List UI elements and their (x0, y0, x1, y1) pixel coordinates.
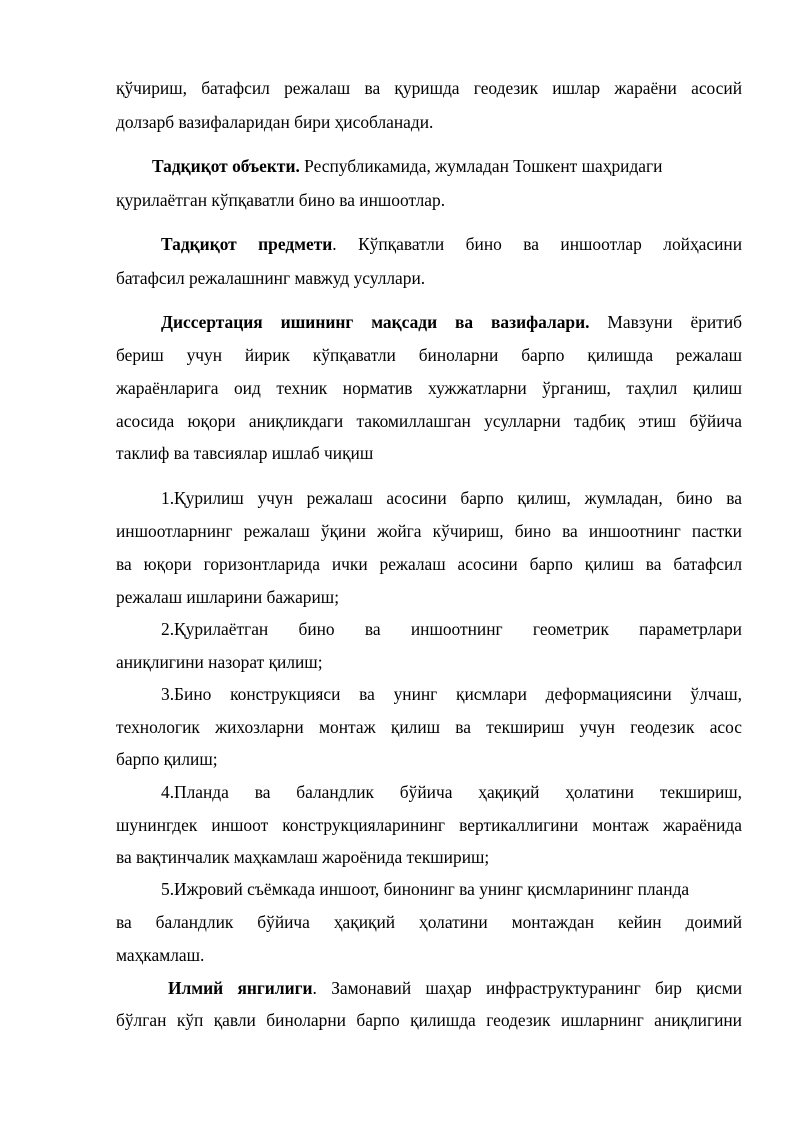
paragraph-research-subject (161, 232, 742, 256)
text-line: бўлган кўп қавли биноларни барпо қилишда геодезик ишларнинг аниқлигини (116, 1010, 742, 1030)
text-run: Республикамида, жумладан Тошкент шаҳридаги (299, 156, 663, 176)
text-run: . Замонавий шаҳар инфраструктуранинг бир қисми (312, 978, 742, 998)
list-item-3: 3.Бино конструкцияси ва унинг қисмлари деформациясини ўлчаш, (161, 684, 742, 704)
text-line: ва баландлик бўйича ҳақиқий ҳолатини монтаждан кейин доимий (116, 912, 742, 932)
text-line: ва юқори горизонтларида ички режалаш асосини барпо қилиш ва батафсил (116, 554, 742, 574)
text-line: аниқлигини назорат қилиш; (116, 652, 323, 672)
text-run: Мавзуни ёритиб (589, 312, 742, 332)
text-line: маҳкамлаш. (116, 945, 205, 965)
text-line: бериш учун йирик кўпқаватли биноларни барпо қилишда режалаш (116, 345, 742, 365)
text-run: . Кўпқаватли бино ва иншоотлар лойҳасини (332, 234, 742, 254)
section-heading: Тадқиқот объекти. (152, 156, 300, 176)
text-line: қурилаётган кўпқаватли бино ва иншоотлар. (116, 190, 446, 210)
text-line: иншоотларнинг режалаш ўқини жойга кўчириш, бино ва иншоотнинг пастки (116, 521, 742, 541)
text-line: технологик жихозларни монтаж қилиш ва текшириш учун геодезик асос (116, 717, 742, 737)
list-item-5: 5.Ижровий съёмкада иншоот, бинонинг ва унинг қисмларининг планда (161, 879, 690, 899)
section-heading: Тадқиқот предмети (161, 234, 333, 254)
text-line: жараёнларига оид техник норматив хужжатларни ўрганиш, таҳлил қилиш (116, 378, 742, 398)
paragraph-scientific-novelty (168, 976, 742, 1000)
section-heading: Диссертация ишининг мақсади ва вазифалари. (161, 312, 590, 332)
text-line: режалаш ишларини бажариш; (116, 587, 340, 607)
text-line: батафсил режалашнинг мавжуд усуллари. (116, 268, 426, 288)
text-line: шунингдек иншоот конструкцияларининг вертикаллигини монтаж жараёнида (116, 815, 742, 835)
text-line: долзарб вазифаларидан бири ҳисобланади. (116, 112, 434, 132)
paragraph-goals (161, 310, 742, 334)
list-item-1: 1.Қурилиш учун режалаш асосини барпо қилиш, жумладан, бино ва (161, 488, 742, 508)
text-line: ва вақтинчалик маҳкамлаш жароёнида текшириш; (116, 847, 490, 867)
section-heading: Илмий янгилиги (168, 978, 313, 998)
text-line: таклиф ва тавсиялар ишлаб чиқиш (116, 443, 374, 463)
list-item-4: 4.Планда ва баландлик бўйича ҳақиқий ҳолатини текшириш, (161, 782, 742, 802)
list-item-2: 2.Қурилаётган бино ва иншоотнинг геометрик параметрлари (161, 619, 742, 639)
paragraph-research-object (152, 154, 742, 178)
text-line: асосида юқори аниқликдаги такомиллашган усулларни тадбиқ этиш бўйича (116, 411, 742, 431)
text-line: қўчириш, батафсил режалаш ва қуришда геодезик ишлар жараёни асосий (116, 78, 742, 98)
text-line: барпо қилиш; (116, 749, 218, 769)
